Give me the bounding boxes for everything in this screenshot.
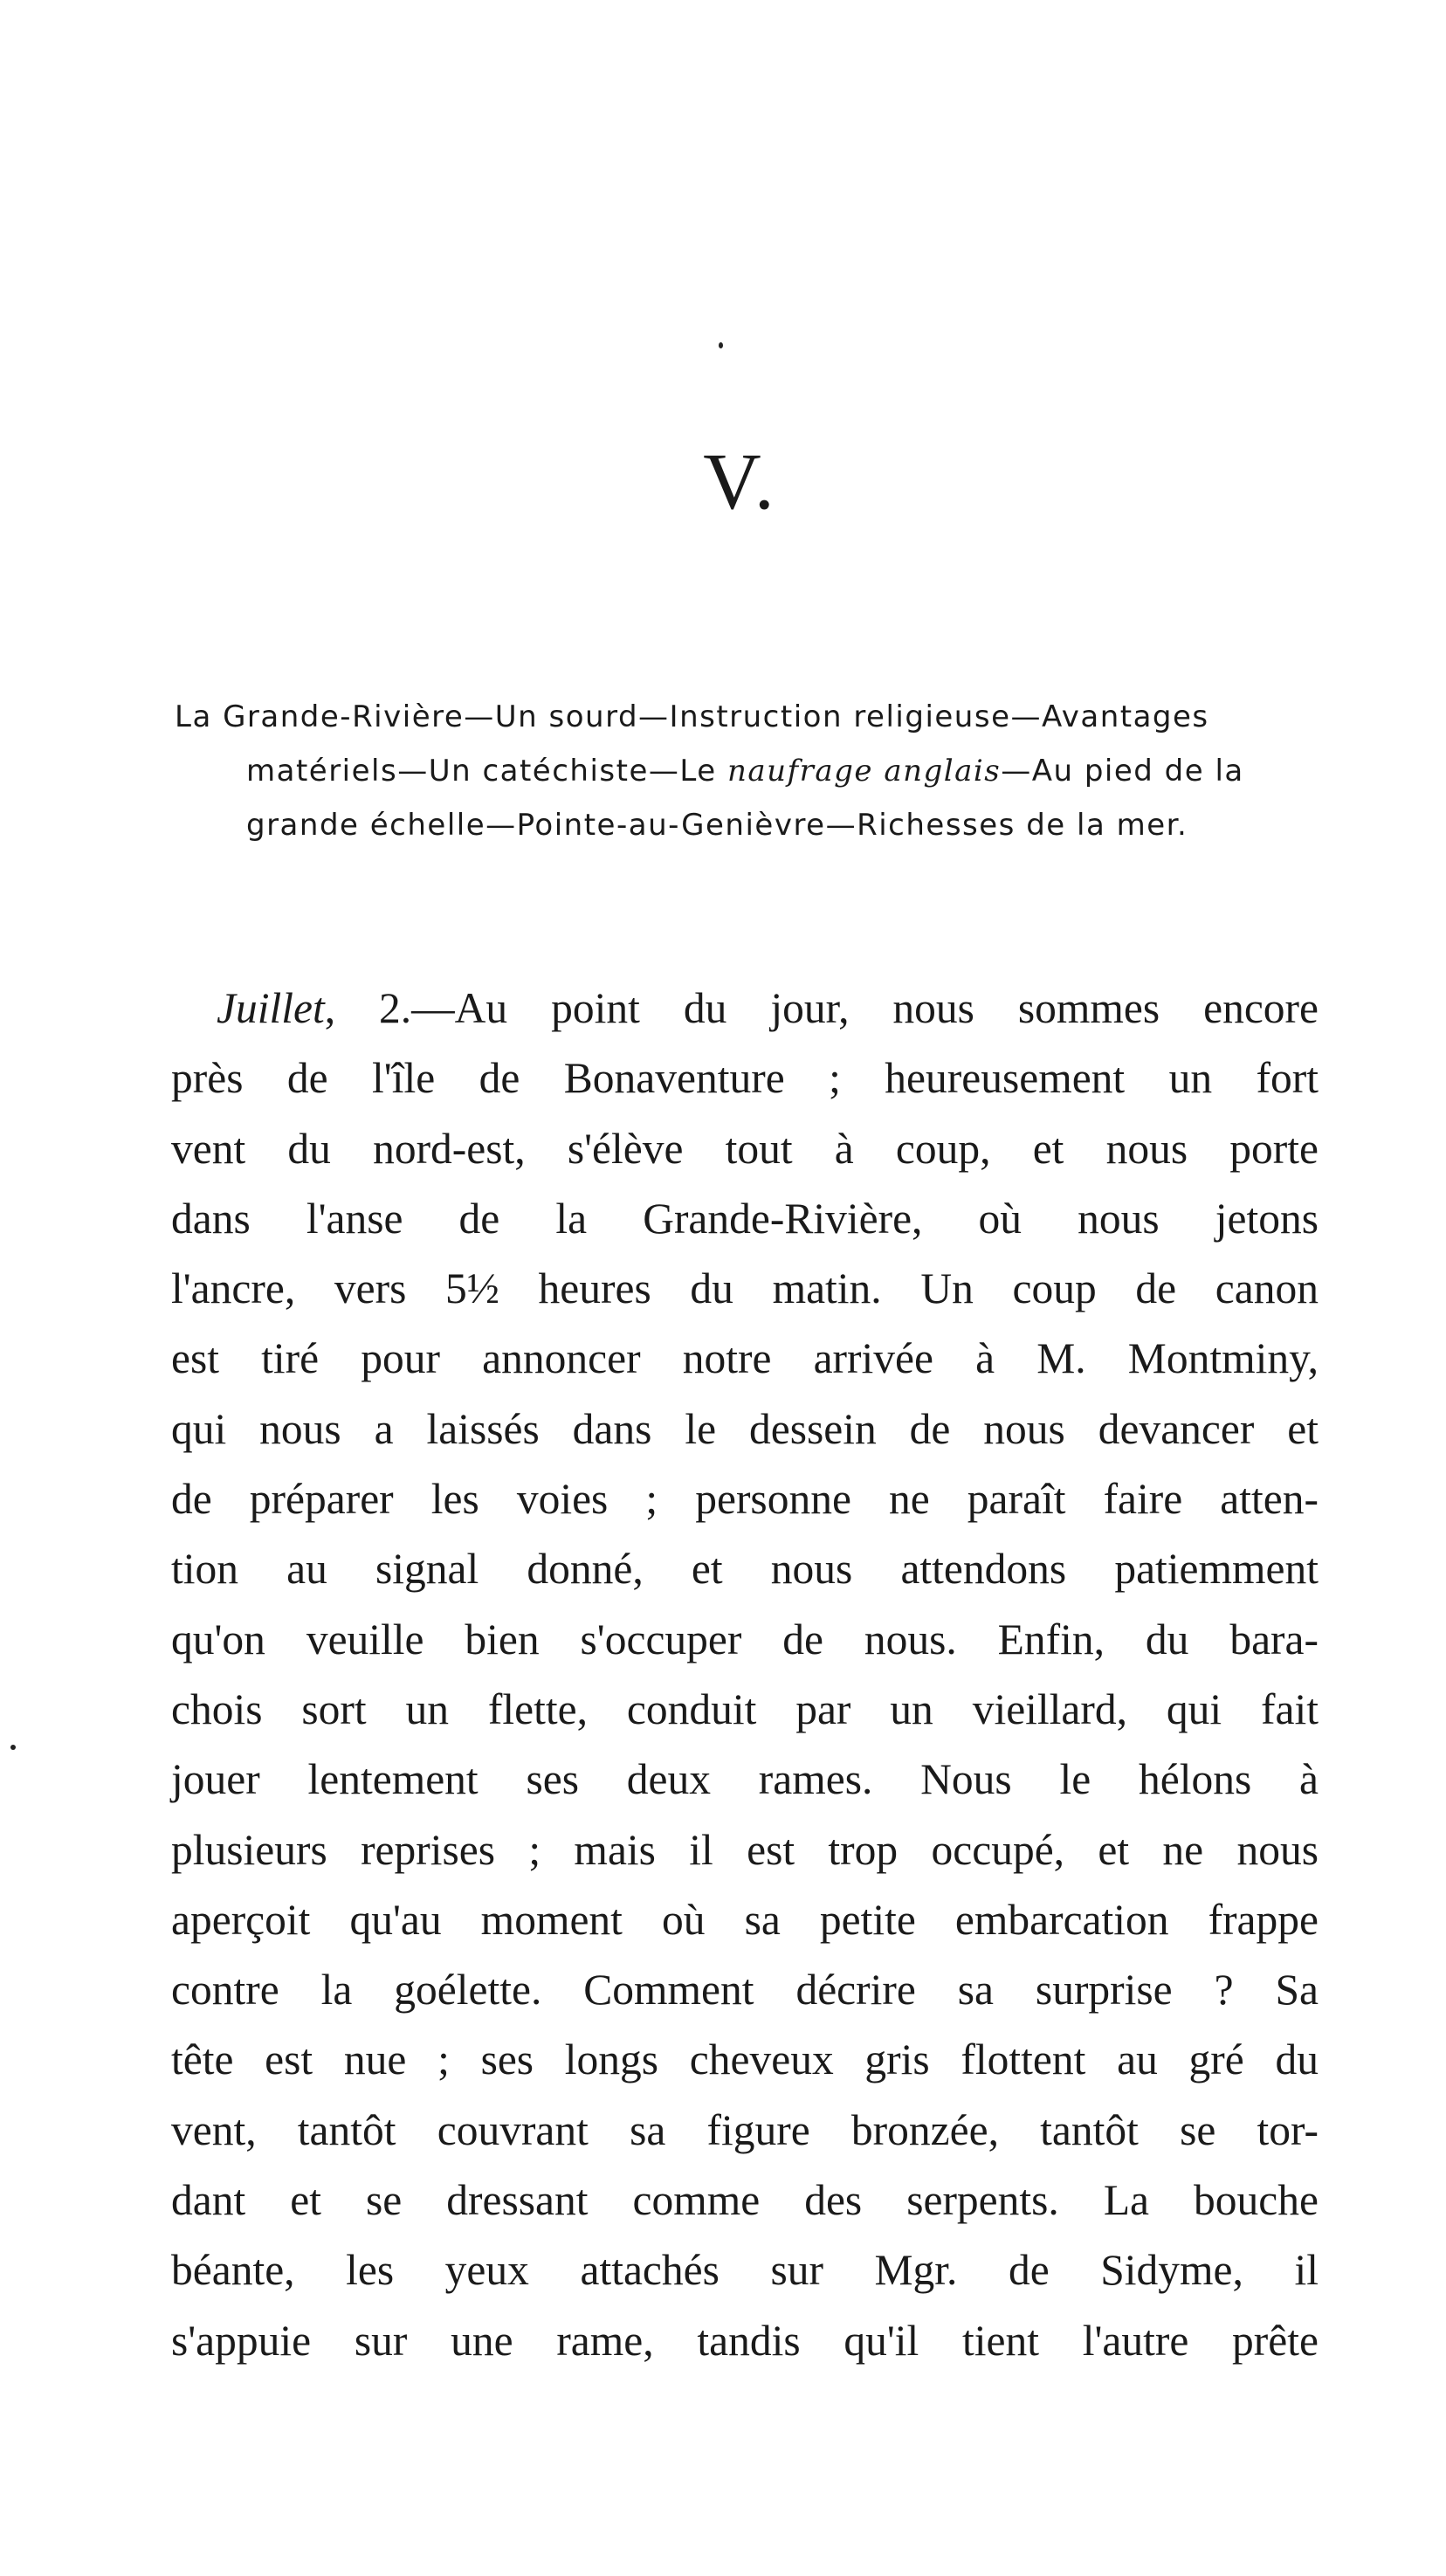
body-line: béante, les yeux attachés sur Mgr. de Sidyme, il	[171, 2246, 1319, 2295]
body-line: qui nous a laissés dans le dessein de nous devancer et	[171, 1404, 1319, 1453]
date-label: Juillet	[217, 984, 325, 1032]
body-line: chois sort un flette, conduit par un vieillard, qui fait	[171, 1684, 1319, 1733]
body-line: vent du nord-est, s'élève tout à coup, et nous porte	[171, 1124, 1319, 1173]
chapter-number: V.	[703, 437, 778, 526]
body-line: dant et se dressant comme des serpents. La bouche	[171, 2176, 1319, 2225]
summary-italic-text: naufrage anglais	[726, 754, 1002, 789]
ink-speck	[719, 342, 723, 348]
summary-line	[175, 744, 1319, 798]
body-line: tion au signal donné, et nous attendons patiemment	[171, 1545, 1319, 1594]
body-line	[171, 974, 1319, 1043]
summary-line: La Grande-Rivière—Un sourd—Instruction religieuse—Avantages	[175, 699, 1209, 734]
chapter-summary	[175, 690, 1319, 852]
body-line: tête est nue ; ses longs cheveux gris flottent au gré du	[171, 2035, 1319, 2084]
body-text: , 2.—Au point du jour, nous sommes encore	[324, 984, 1319, 1032]
ink-speck	[10, 1745, 16, 1750]
body-line: aperçoit qu'au moment où sa petite embarcation frappe	[171, 1895, 1319, 1944]
summary-line: grande échelle—Pointe-au-Genièvre—Richesses de la mer.	[246, 808, 1188, 843]
body-line: est tiré pour annoncer notre arrivée à M. Montminy,	[171, 1334, 1319, 1383]
body-line: plusieurs reprises ; mais il est trop occupé, et ne nous	[171, 1825, 1319, 1874]
summary-text: matériels—Un catéchiste—Le	[246, 754, 727, 789]
body-line: jouer lentement ses deux rames. Nous le hélons à	[171, 1755, 1319, 1804]
summary-text: —Au pied de la	[1001, 754, 1244, 789]
body-paragraph	[171, 974, 1319, 2376]
body-line: de préparer les voies ; personne ne paraît faire atten-	[171, 1475, 1319, 1524]
body-line: s'appuie sur une rame, tandis qu'il tient l'autre prête	[171, 2316, 1319, 2365]
body-line: contre la goélette. Comment décrire sa surprise ? Sa	[171, 1966, 1319, 2015]
body-line: dans l'anse de la Grande-Rivière, où nous jetons	[171, 1194, 1319, 1243]
body-line: l'ancre, vers 5½ heures du matin. Un coup de canon	[171, 1264, 1319, 1313]
body-line: vent, tantôt couvrant sa figure bronzée, tantôt se tor-	[171, 2105, 1319, 2154]
body-line: près de l'île de Bonaventure ; heureusement un fort	[171, 1054, 1319, 1103]
body-line: qu'on veuille bien s'occuper de nous. Enfin, du bara-	[171, 1615, 1319, 1663]
